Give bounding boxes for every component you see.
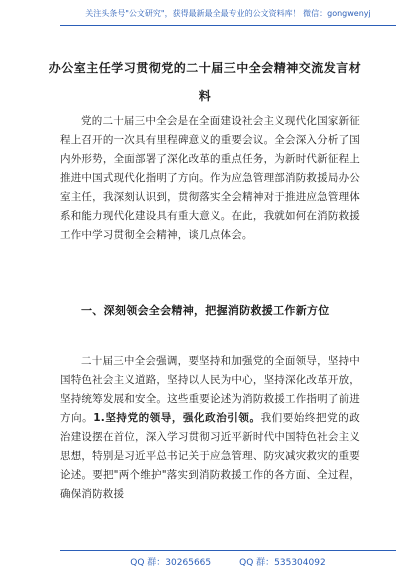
footer-contact bbox=[60, 550, 396, 569]
header-banner bbox=[60, 8, 396, 26]
section-1-subheading: 1.坚持党的领导，强化政治引领。 bbox=[93, 412, 261, 424]
section-1-paragraph bbox=[60, 352, 360, 504]
section-1-text-before: 二十届三中全会强调，要坚持和加强党的全面领导，坚持中国特色社会主义道路，坚持以人民为中心，坚持深化改革开放，坚持统筹发展和安全。这些重要论述为消防救援工作指明了前进方向。 bbox=[60, 355, 360, 424]
footer-qq-group-1: QQ 群：30265665 bbox=[130, 558, 212, 568]
header-banner-text: 关注头条号"公文研究"，获得最新最全最专业的公文资料库！ 微信：gongwenyj bbox=[85, 9, 371, 18]
document-title-line-2: 料 bbox=[198, 89, 212, 103]
document-title bbox=[40, 54, 370, 110]
intro-paragraph: 党的二十届三中全会是在全面建设社会主义现代化国家新征程上召开的一次具有里程碑意义的重要会议。全会深入分析了国内外形势，全面部署了深化改革的重点任务，为新时代新征程上推进中国式现代化指明了方向。作为应急管理部消防救援局办公室主任，我深刻认识到，贯彻落实全会精神对于推进应急管理体系和能力现代化建设具有重大意义。在此，我就如何在消防救援工作中学习贯彻全会精神，谈几点体会。 bbox=[60, 115, 360, 241]
section-1-heading: 一、深刻领会全会精神，把握消防救援工作新方位 bbox=[81, 304, 330, 317]
footer-qq-group-2: QQ 群：535304092 bbox=[239, 558, 326, 568]
document-title-line-1: 办公室主任学习贯彻党的二十届三中全会精神交流发言材 bbox=[48, 61, 362, 75]
section-1-text-after: 我们要始终把党的政治建设摆在首位，深入学习贯彻习近平新时代中国特色社会主义思想，特别是习近平总书记关于应急管理、防灾减灾救灾的重要论述。要把"两个维护"落实到消防救援工作的各方面、全过程，确保消防救援 bbox=[60, 412, 360, 500]
